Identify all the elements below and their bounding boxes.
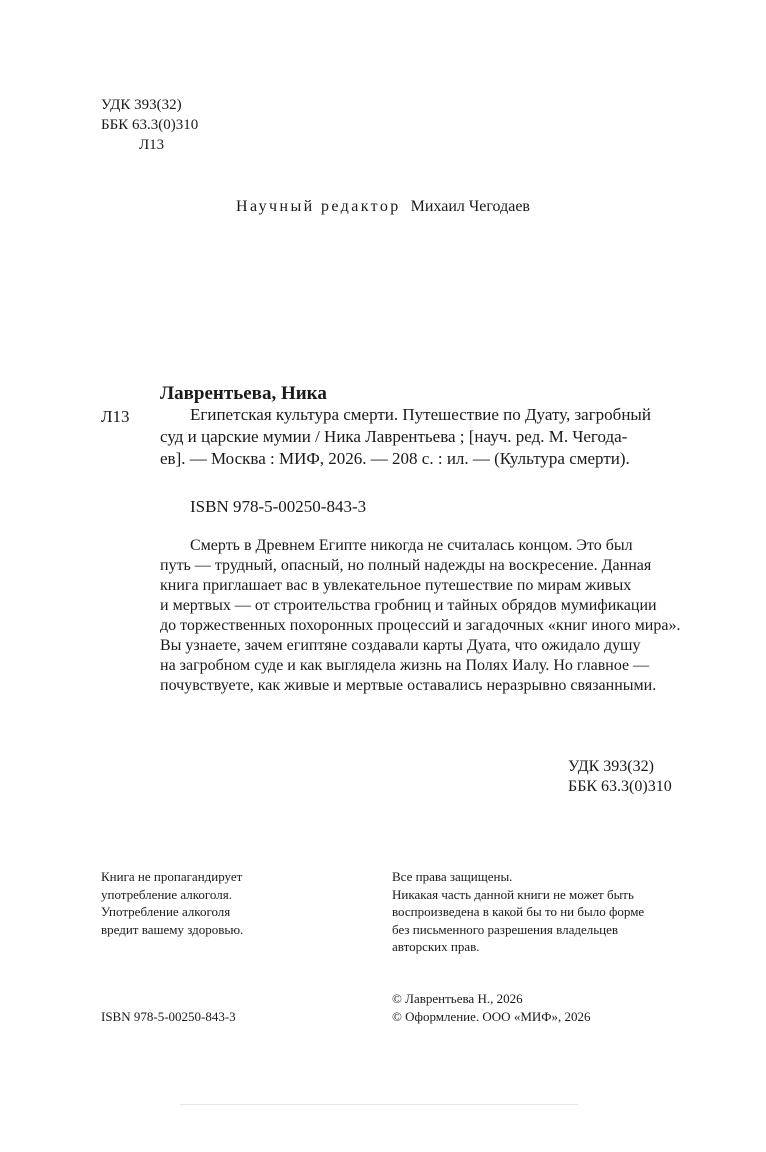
warning-line: вредит вашему здоровью. (101, 921, 244, 937)
annotation-line: книга приглашает вас в увлекательное путешествие по мирам живых (160, 577, 632, 594)
isbn-main: ISBN 978-5-00250-843-3 (190, 497, 367, 516)
bibliographic-record (160, 404, 678, 470)
annotation-line: до торжественных похоронных процессий и загадочных «книг иного мира». (160, 617, 681, 634)
editor-role: Научный редактор (236, 198, 401, 215)
annotation-line: почувствуете, как живые и мертвые оставались неразрывно связанными. (160, 677, 657, 694)
annotation-line: Смерть в Древнем Египте никогда не считалась концом. Это был (190, 537, 633, 554)
rights-notice (392, 868, 644, 956)
rights-line: Все права защищены. (392, 869, 513, 884)
udk-code: УДК 393(32) (101, 97, 182, 113)
author-heading: Лаврентьева, Ника (160, 383, 327, 404)
bib-line: суд и царские мумии / Ника Лаврентьева ; [науч. ред. М. Чегода- (160, 427, 628, 446)
udk-block-top (101, 95, 198, 155)
annotation (160, 536, 681, 696)
rights-line: без письменного разрешения владельцев (392, 921, 619, 937)
editor-name: Михаил Чегодаев (410, 198, 530, 215)
annotation-line: Вы узнаете, зачем египтяне создавали карты Дуата, что ожидало душу (160, 637, 641, 654)
author-sign: Л13 (139, 137, 165, 153)
rights-line: воспроизведена в какой бы то ни было форме (392, 904, 645, 919)
bib-line: ев]. — Москва : МИФ, 2026. — 208 с. : ил. — (Культура смерти). (160, 449, 630, 468)
copyright-line: © Оформление. ООО «МИФ», 2026 (392, 1008, 591, 1024)
annotation-line: и мертвых — от строительства гробниц и тайных обрядов мумификации (160, 597, 657, 614)
alcohol-warning (101, 868, 243, 938)
bbk-code: ББК 63.3(0)310 (101, 117, 199, 133)
rights-line: Никакая часть данной книги не может быть (392, 886, 634, 902)
isbn-bottom: ISBN 978-5-00250-843-3 (101, 1009, 236, 1024)
bottom-divider (180, 1104, 578, 1105)
warning-line: Употребление алкоголя (101, 904, 231, 919)
author-sign-left: Л13 (101, 407, 130, 426)
udk-block-bottom (568, 757, 672, 797)
warning-line: употребление алкоголя. (101, 886, 232, 902)
scientific-editor-line (0, 196, 766, 218)
bbk-code: ББК 63.3(0)310 (568, 778, 672, 795)
annotation-line: путь — трудный, опасный, но полный надежды на воскресение. Данная (160, 557, 652, 574)
copyright-line: © Лаврентьева Н., 2026 (392, 991, 523, 1006)
annotation-line: на загробном суде и как выглядела жизнь на Полях Иалу. Но главное — (160, 657, 650, 674)
warning-line: Книга не пропагандирует (101, 869, 243, 884)
rights-line: авторских прав. (392, 939, 480, 954)
bib-line: Египетская культура смерти. Путешествие по Дуату, загробный (190, 405, 651, 424)
copyright-block (392, 990, 591, 1025)
udk-code: УДК 393(32) (568, 758, 654, 775)
